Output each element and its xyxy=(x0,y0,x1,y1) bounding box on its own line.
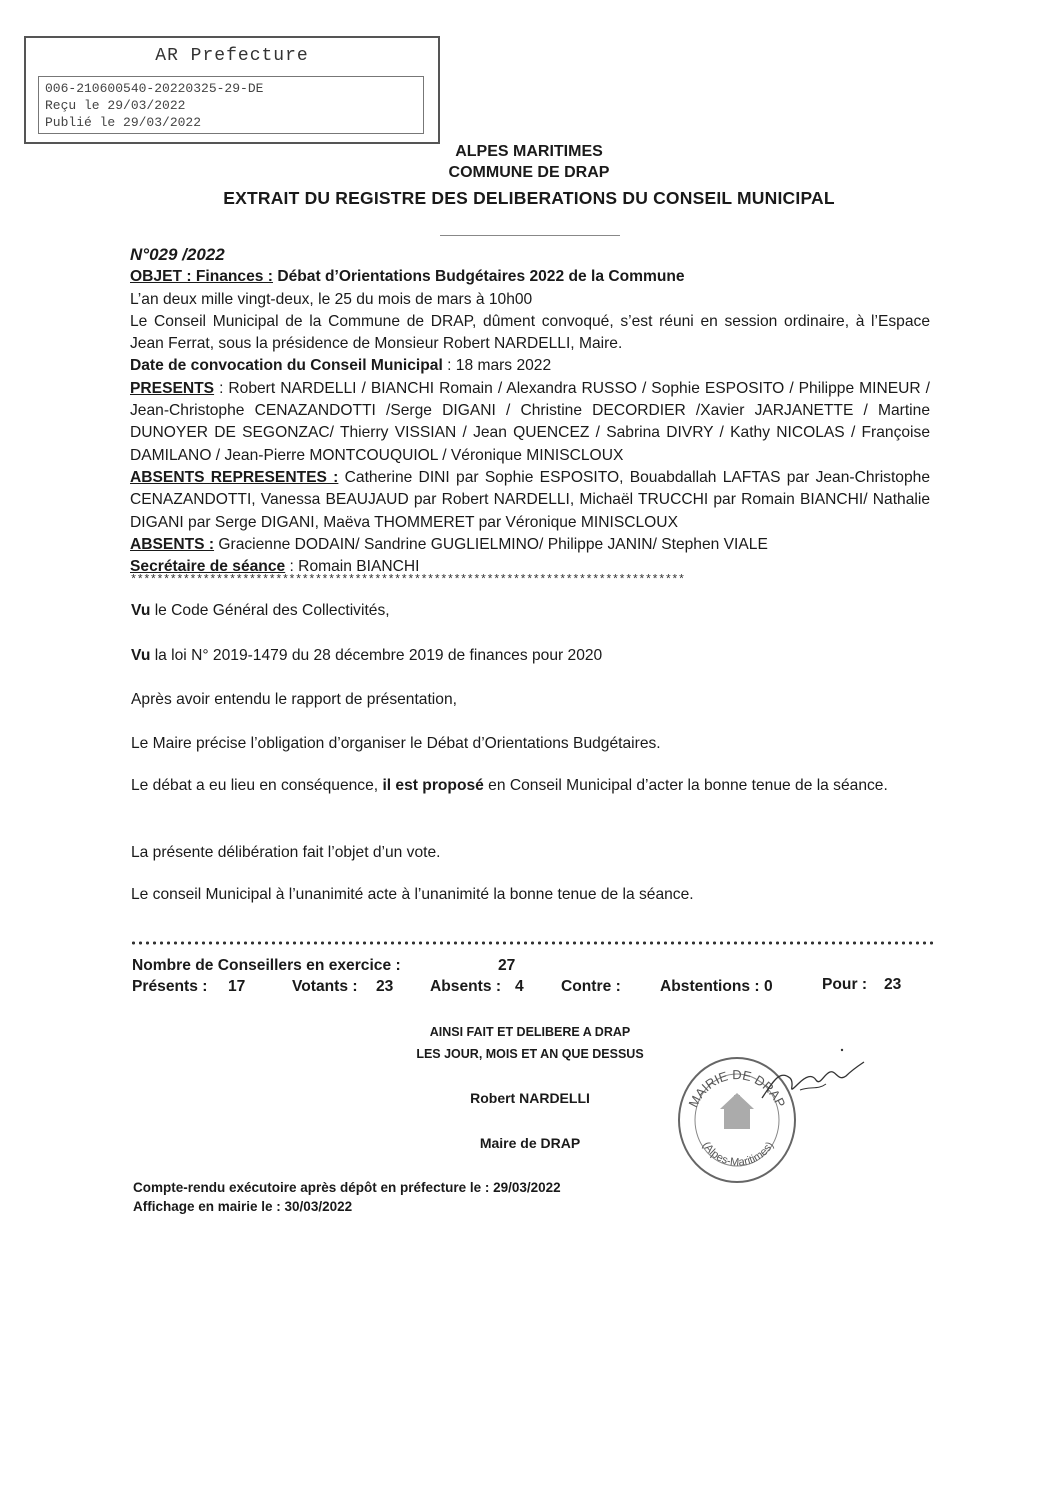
paragraph-law xyxy=(131,645,936,667)
contre-label: Contre : xyxy=(561,978,621,995)
pour-label: Pour : xyxy=(822,976,868,993)
paragraph-code xyxy=(131,600,936,622)
votants-value: 23 xyxy=(376,978,394,995)
paragraph-code-text: le Code Général des Collectivités, xyxy=(150,602,390,619)
mayor-signature xyxy=(760,1040,870,1110)
asterisk-separator: ************************************************************************************ xyxy=(130,573,685,587)
paragraph-debate-bold: il est proposé xyxy=(382,777,484,794)
absents-represented-list: Catherine DINI par Sophie ESPOSITO, Bouabdallah LAFTAS par Jean-Christophe CENAZANDOTTI, Vanessa BEAUJAUD par Robert NARDELLI, Michaël TRUCCHI par Romain BIANCHI/ Nathalie DIGANI par Serge DIGANI, Maëva THOMMERET par Véronique MINISCLOUX xyxy=(130,468,930,531)
objet-text: Débat d’Orientations Budgétaires 2022 de la Commune xyxy=(272,268,685,286)
signatory-name: Robert NARDELLI xyxy=(470,1090,590,1106)
absents-count-value: 4 xyxy=(515,978,524,995)
presents-line xyxy=(130,378,930,467)
convocation-date-line xyxy=(130,355,930,377)
absents-list: Gracienne DODAIN/ Sandrine GUGLIELMINO/ Philippe JANIN/ Stephen VIALE xyxy=(214,535,768,553)
paragraph-debate-text-b: en Conseil Municipal d’acter la bonne tenue de la séance. xyxy=(483,777,888,794)
councillors-count-value: 27 xyxy=(498,957,516,974)
title-divider xyxy=(440,235,620,236)
dotted-separator xyxy=(130,940,935,946)
stamp-bottom-text: (Alpes-Maritimes) xyxy=(699,1139,777,1169)
pour-value: 23 xyxy=(884,976,902,993)
absents-count-label: Absents : xyxy=(430,978,502,995)
executory-line: Compte-rendu exécutoire après dépôt en préfecture le : 29/03/2022 xyxy=(133,1180,561,1195)
absents-represented-label: ABSENTS REPRESENTES : xyxy=(130,468,339,486)
convocation-date-label: Date de convocation du Conseil Municipal xyxy=(130,357,443,375)
absents-represented-line xyxy=(130,467,930,534)
paragraph-law-text: la loi N° 2019-1479 du 28 décembre 2019 de finances pour 2020 xyxy=(150,647,603,664)
ar-received-date: Reçu le 29/03/2022 xyxy=(45,98,186,113)
paragraph-vote: La présente délibération fait l’objet d’un vote. xyxy=(131,844,441,861)
stamp-top-text: MAIRIE DE DRAP xyxy=(685,1067,789,1110)
secretary-label: Secrétaire de séance xyxy=(130,558,286,576)
dates-line: LES JOUR, MOIS ET AN QUE DESSUS xyxy=(416,1047,644,1061)
display-line: Affichage en mairie le : 30/03/2022 xyxy=(133,1199,353,1214)
convocation-text: Le Conseil Municipal de la Commune de DRAP, dûment convoqué, s’est réuni en session ordinaire, à l’Espace Jean Ferrat, sous la présidence de Monsieur Robert NARDELLI, Maire. xyxy=(130,312,930,353)
abstentions-label: Abstentions : 0 xyxy=(660,978,773,995)
paragraph-report: Après avoir entendu le rapport de présentation, xyxy=(131,691,457,708)
vu-label: Vu xyxy=(131,602,151,619)
objet-line xyxy=(130,266,930,288)
department-heading: ALPES MARITIMES xyxy=(455,143,603,160)
presents-count-value: 17 xyxy=(228,978,246,995)
presents-list: : Robert NARDELLI / BIANCHI Romain / Alexandra RUSSO / Sophie ESPOSITO / Philippe MINEUR / Jean-Christophe CENAZANDOTTI /Serge DIGANI / Christine DECORDIER /Xavier JARJANETTE / Martine DUNOYER DE SEGONZAC/ Thierry VISSIAN / Jean QUENCEZ / Sabrina DIVRY / Kathy NICOLAS / Françoise DAMILANO / Jean-Pierre MONTCOUQUIOL / Véronique MINISCLOUX xyxy=(130,379,930,464)
paragraph-debate-text-a: Le débat a eu lieu en conséquence, xyxy=(131,777,383,794)
absents-line xyxy=(130,534,930,556)
ar-prefecture-details xyxy=(38,76,424,134)
ar-prefecture-title: AR Prefecture xyxy=(155,46,309,66)
deliberation-header-block xyxy=(130,244,930,578)
deliberation-number: N°029 /2022 xyxy=(130,245,225,264)
commune-heading: COMMUNE DE DRAP xyxy=(448,164,610,181)
absents-label: ABSENTS : xyxy=(130,535,215,553)
ar-published-date: Publié le 29/03/2022 xyxy=(45,115,202,130)
ar-reference: 006-210600540-20220325-29-DE xyxy=(45,81,264,96)
ar-prefecture-box xyxy=(24,36,440,144)
session-date: L’an deux mille vingt-deux, le 25 du mois de mars à 10h00 xyxy=(130,290,533,308)
paragraph-mayor: Le Maire précise l’obligation d’organiser le Débat d’Orientations Budgétaires. xyxy=(131,735,661,752)
presents-count-label: Présents : xyxy=(132,978,208,995)
secretary-name: : Romain BIANCHI xyxy=(285,558,420,576)
vu-label: Vu xyxy=(131,647,151,664)
document-title: EXTRAIT DU REGISTRE DES DELIBERATIONS DU CONSEIL MUNICIPAL xyxy=(223,188,835,208)
councillors-count-label: Nombre de Conseillers en exercice : xyxy=(132,957,401,974)
votants-label: Votants : xyxy=(292,978,358,995)
convocation-date-value: : 18 mars 2022 xyxy=(442,357,552,375)
paragraph-debate xyxy=(131,775,936,797)
paragraph-decision: Le conseil Municipal à l’unanimité acte à l’unanimité la bonne tenue de la séance. xyxy=(131,886,694,903)
objet-label: OBJET : Finances : xyxy=(130,268,273,286)
presents-label: PRESENTS xyxy=(130,379,215,397)
done-at-line: AINSI FAIT ET DELIBERE A DRAP xyxy=(429,1025,631,1039)
signatory-role: Maire de DRAP xyxy=(479,1135,581,1151)
